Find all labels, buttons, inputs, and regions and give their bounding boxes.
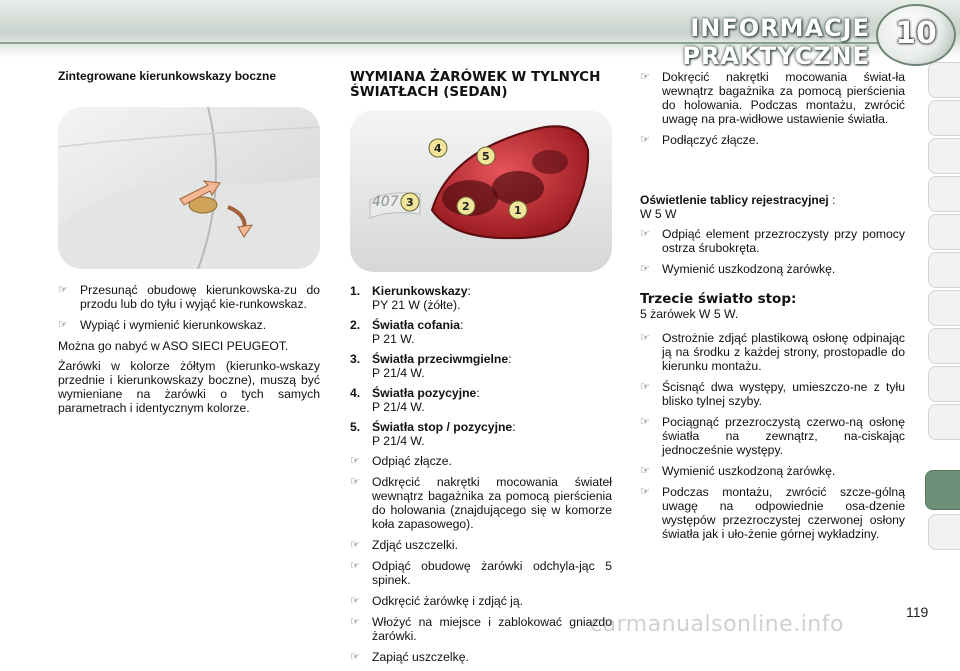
column-continued — [640, 70, 905, 548]
list-item: ☞ Odpiąć obudowę żarówki odchyla-jąc 5 spinek. — [350, 559, 612, 587]
side-tab[interactable] — [928, 100, 960, 136]
paragraph: Żarówki w kolorze żółtym (kierunko-wskazy przednie i kierunkowskazy boczne), muszą być wymieniane na żarówki o tych samych parametrach i identycznym kolorze. — [58, 359, 320, 415]
section-heading: Trzecie światło stop: — [640, 291, 797, 307]
list-item: ☞ Pociągnąć przezroczystą czerwo-ną osłonę światła na zewnątrz, na-ciskając jednocześnie występy. — [640, 415, 905, 457]
side-tab[interactable] — [928, 514, 960, 550]
side-tab[interactable] — [928, 290, 960, 326]
bulb-spec: W 5 W — [640, 207, 677, 221]
pointing-hand-icon: ☞ — [640, 465, 650, 477]
callout-label: 4 — [434, 142, 442, 155]
pointing-hand-icon: ☞ — [58, 319, 68, 331]
list-item: 2. Światła cofania: P 21 W. — [350, 318, 464, 346]
model-badge-text: 407 — [372, 194, 399, 210]
pointing-hand-icon: ☞ — [640, 332, 650, 344]
side-tab[interactable] — [928, 328, 960, 364]
pointing-hand-icon: ☞ — [640, 134, 650, 146]
list-item: ☞ Odpiąć element przezroczysty przy pomocy ostrza śrubokręta. — [640, 227, 905, 255]
chapter-badge — [876, 4, 956, 66]
chapter-side-tabs — [928, 62, 960, 582]
pointing-hand-icon: ☞ — [350, 455, 360, 467]
list-item: ☞ Zdjąć uszczelki. — [350, 538, 459, 552]
list-item: ☞ Wymienić uszkodzoną żarówkę. — [640, 262, 836, 276]
pointing-hand-icon: ☞ — [640, 381, 650, 393]
side-tab[interactable] — [928, 252, 960, 288]
pointing-hand-icon: ☞ — [640, 486, 650, 498]
page-title: INFORMACJE PRAKTYCZNE — [682, 14, 870, 70]
pointing-hand-icon: ☞ — [350, 651, 360, 663]
list-item: ☞ Podłączyć złącze. — [640, 133, 759, 147]
list-item: ☞ Wymienić uszkodzoną żarówkę. — [640, 464, 836, 478]
side-tab[interactable] — [928, 404, 960, 440]
side-tab[interactable] — [928, 214, 960, 250]
side-tab[interactable] — [928, 366, 960, 402]
callout-label: 3 — [406, 196, 414, 209]
bulb-spec-list — [350, 284, 612, 448]
rear-light-photo — [350, 110, 612, 272]
column-rear-lights — [350, 70, 612, 671]
bulb-spec: 5 żarówek W 5 W. — [640, 307, 739, 321]
list-item: ☞ Włożyć na miejsce i zablokować gniazdo żarówki. — [350, 615, 612, 643]
list-item: 5. Światła stop / pozycyjne: P 21/4 W. — [350, 420, 516, 448]
pointing-hand-icon: ☞ — [640, 263, 650, 275]
list-item: ☞ Podczas montażu, zwrócić szcze-gólną uwagę na odpowiednie osa-dzenie występów przezroczystej czerwonej osłony światła jak i uło-żenie górnej wykładziny. — [640, 485, 905, 541]
pointing-hand-icon: ☞ — [350, 539, 360, 551]
list-item: ☞ Ostrożnie zdjąć plastikową osłonę odpinając ją na środku z każdej strony, prostopadle do kierunku montażu. — [640, 331, 905, 373]
list-item: 1. Kierunkowskazy: PY 21 W (żółte). — [350, 284, 471, 312]
side-tab[interactable] — [928, 138, 960, 174]
instruction-list — [640, 227, 905, 276]
paragraph: Można go nabyć w ASO SIECI PEUGEOT. — [58, 339, 289, 353]
side-tab[interactable] — [928, 62, 960, 98]
instruction-list — [350, 454, 612, 664]
pointing-hand-icon: ☞ — [640, 228, 650, 240]
pointing-hand-icon: ☞ — [350, 560, 360, 572]
list-item: ☞ Odpiąć złącze. — [350, 454, 452, 468]
list-item: ☞ Zapiąć uszczelkę. — [350, 650, 469, 664]
third-brake-light-section — [640, 292, 905, 541]
section-subheading: Oświetlenie tablicy rejestracyjnej — [640, 193, 829, 207]
list-item: ☞ Dokręcić nakrętki mocowania świat-ła wewnątrz bagażnika za pomocą pierścienia do holowania. Podczas montażu, zwrócić uwagę na pra-widłowe ustawienie światła. — [640, 70, 905, 126]
callout-label: 5 — [482, 150, 490, 163]
side-indicator-photo — [58, 107, 320, 269]
list-item: ☞ Odkręcić żarówkę i zdjąć ją. — [350, 594, 524, 608]
side-tab[interactable] — [928, 176, 960, 212]
pointing-hand-icon: ☞ — [350, 616, 360, 628]
list-item: 4. Światła pozycyjne: P 21/4 W. — [350, 386, 480, 414]
instruction-list — [640, 70, 905, 147]
pointing-hand-icon: ☞ — [58, 284, 68, 296]
instruction-list — [58, 283, 320, 332]
callout-label: 2 — [462, 200, 470, 213]
column-side-indicators — [58, 70, 320, 421]
list-item: ☞ Ścisnąć dwa występy, umieszczo-ne z tyłu blisko tylnej szyby. — [640, 380, 905, 408]
pointing-hand-icon: ☞ — [640, 416, 650, 428]
pointing-hand-icon: ☞ — [350, 595, 360, 607]
list-item: ☞ Wypiąć i wymienić kierunkowskaz. — [58, 318, 267, 332]
pointing-hand-icon: ☞ — [640, 71, 650, 83]
callout-label: 1 — [514, 204, 522, 217]
list-item: 3. Światła przeciwmgielne: P 21/4 W. — [350, 352, 512, 380]
pointing-hand-icon: ☞ — [350, 476, 360, 488]
list-item: ☞ Przesunąć obudowę kierunkowska-zu do przodu lub do tyłu i wyjąć kie-runkowskaz. — [58, 283, 320, 311]
instruction-list — [640, 331, 905, 541]
chapter-number: 10 — [895, 16, 937, 51]
list-item: ☞ Odkręcić nakrętki mocowania świateł wewnątrz bagażnika za pomocą pierścienia do holowania (znajdującego się w komorze koła zapasowego). — [350, 475, 612, 531]
section-heading: WYMIANA ŻARÓWEK W TYLNYCH ŚWIATŁACH (SEDAN) — [350, 69, 601, 100]
side-tab-active[interactable] — [925, 470, 960, 510]
watermark: carmanualsonline.info — [590, 612, 844, 637]
plate-light-section: Oświetlenie tablicy rejestracyjnej : W 5 W ☞ Odpiąć element przezroczysty przy pomocy ostrza śrubokręta. ☞ Wymienić uszkodzoną żarówkę. — [640, 193, 905, 276]
section-subheading: Zintegrowane kierunkowskazy boczne — [58, 69, 277, 83]
page-number: 119 — [906, 604, 929, 620]
